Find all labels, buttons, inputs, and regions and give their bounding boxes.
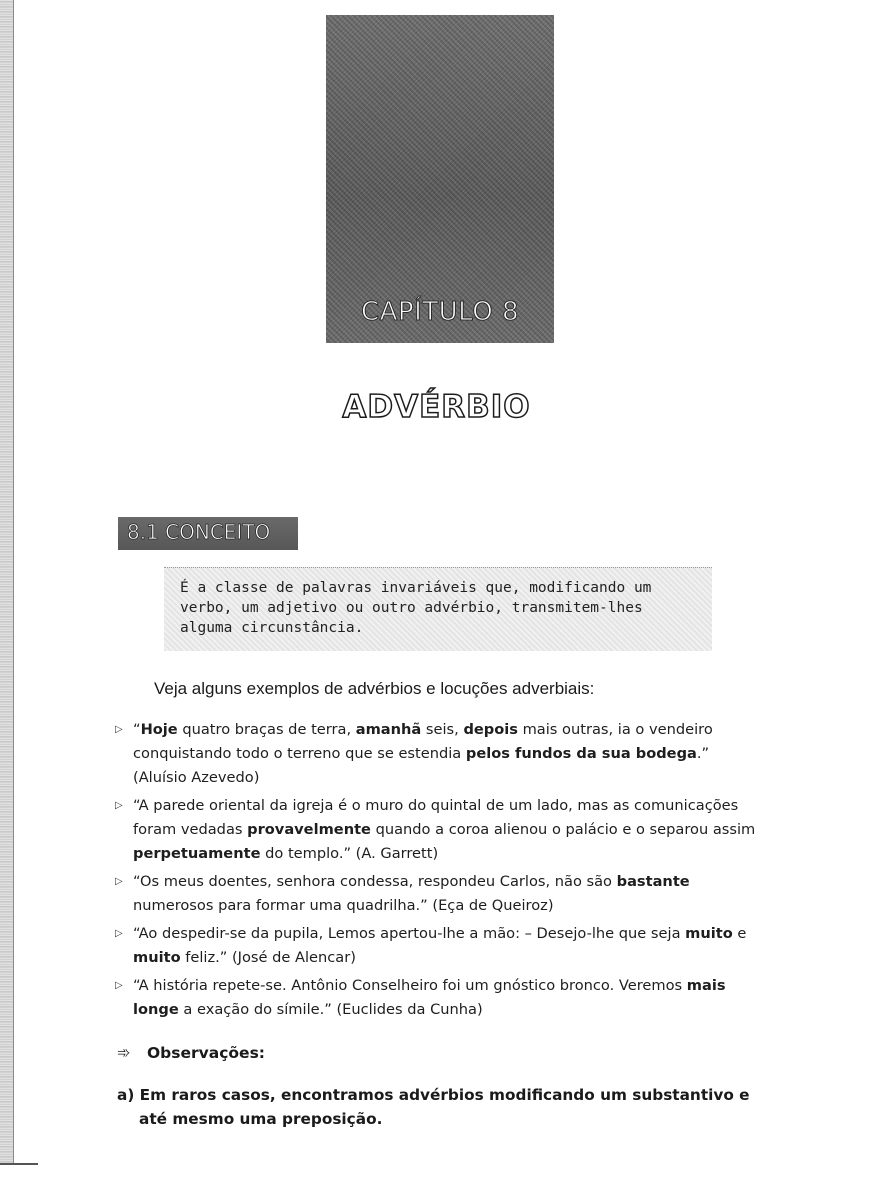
adverb-highlight: muito [685,925,733,942]
list-item [115,922,763,970]
quote-text: quando a coroa alienou o palácio e o separou assim [370,821,756,838]
quote-text: numerosos para formar uma quadrilha.” (Eça de Queiroz) [133,897,554,914]
intro-paragraph: Veja alguns exemplos de advérbios e locuções adverbiais: [154,679,595,698]
triangle-bullet-icon: ▷ [115,928,123,939]
triangle-bullet-icon: ▷ [115,724,123,735]
triangle-bullet-icon: ▷ [115,980,123,991]
example-quote-list [115,718,763,1026]
quote-text: “Os meus doentes, senhora condessa, respondeu Carlos, não são [133,873,617,890]
adverb-highlight: muito [133,949,181,966]
quote-text: “A história repete-se. Antônio Conselheiro foi um gnóstico bronco. Veremos [133,977,687,994]
observation-item [117,1083,767,1131]
adverb-highlight: pelos fundos da sua bodega [465,745,697,762]
quote-text: mais outras, ia o vendeiro conquistando todo o terreno que se estendia [133,721,713,762]
item-marker: a) [117,1086,135,1104]
adverb-highlight: amanhã [355,721,422,738]
quote-text: a exação do símile.” (Euclides da Cunha) [178,1001,483,1018]
pointing-arrow-icon: ➾ [117,1043,131,1062]
page-title: ADVÉRBIO [342,389,531,425]
section-heading: 8.1 CONCEITO [118,517,298,550]
page-edge-line [0,1163,38,1165]
adverb-highlight: depois [463,721,518,738]
list-item [115,870,763,918]
quote-text: seis, [421,721,464,738]
quote-text: e [732,925,747,942]
adverb-highlight: perpetuamente [133,845,261,862]
adverb-highlight: provavelmente [247,821,371,838]
chapter-label: CAPÍTULO 8 [360,297,520,327]
observations-label: Observações: [147,1044,265,1062]
adverb-highlight: bastante [616,873,690,890]
quote-text: .” (Aluísio Azevedo) [133,745,710,786]
definition-box: É a classe de palavras invariáveis que, modificando um verbo, um adjetivo ou outro advérbio, transmitem-lhes alguma circunstância. [164,567,712,651]
list-item [115,974,763,1022]
list-item [115,794,763,866]
triangle-bullet-icon: ▷ [115,876,123,887]
quote-text: quatro braças de terra, [177,721,356,738]
quote-text: feliz.” (José de Alencar) [180,949,356,966]
quote-text: “ [133,721,141,738]
quote-text: “A parede oriental da igreja é o muro do quintal de um lado, mas as comunicações foram vedadas [133,797,739,838]
adverb-highlight: Hoje [140,721,178,738]
scanned-page-edge [0,0,14,1165]
quote-text: do templo.” (A. Garrett) [260,845,439,862]
chapter-banner [326,15,554,343]
adverb-highlight: mais longe [133,977,726,1018]
triangle-bullet-icon: ▷ [115,800,123,811]
observations-heading [117,1043,265,1062]
quote-text: “Ao despedir-se da pupila, Lemos apertou-lhe a mão: – Desejo-lhe que seja [133,925,686,942]
list-item [115,718,763,790]
item-text: Em raros casos, encontramos advérbios modificando um substantivo e até mesmo uma preposição. [139,1086,750,1128]
